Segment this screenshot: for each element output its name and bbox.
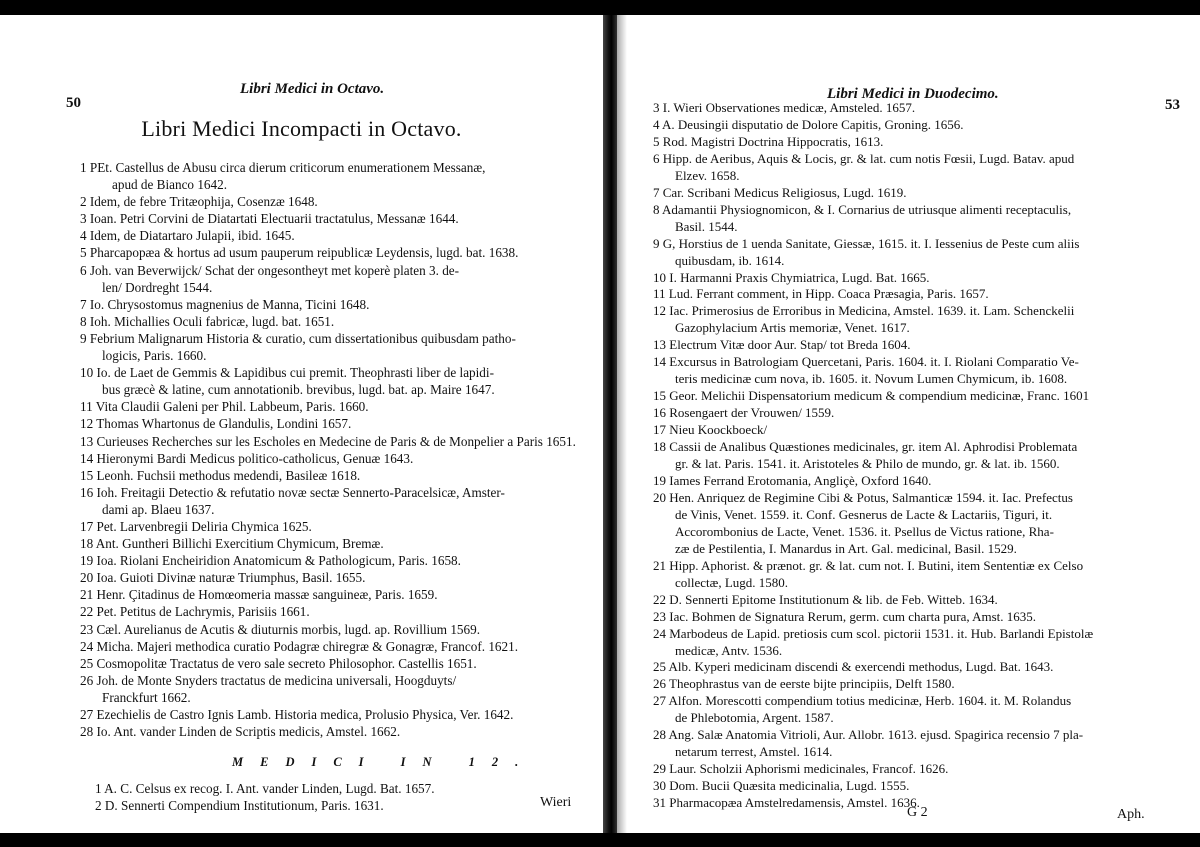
list-item xyxy=(80,672,576,706)
list-item xyxy=(653,185,1093,202)
entry-text: 9 Febrium Malignarum Historia & curatio, cum dissertationibus quibusdam patho- xyxy=(80,330,516,346)
left-entry-list xyxy=(80,159,576,740)
list-item xyxy=(80,467,576,484)
entry-text: 6 Joh. van Beverwijck/ Schat der ongesontheyt met koperè platen 3. de- xyxy=(80,262,460,278)
list-item xyxy=(653,626,1093,660)
entry-text: 15 Leonh. Fuchsii methodus medendi, Basileæ 1618. xyxy=(80,467,361,483)
list-item xyxy=(80,313,576,330)
entry-continuation: Franckfurt 1662. xyxy=(102,689,191,705)
entry-text: 15 Geor. Melichii Dispensatorium medicum & compendium medicinæ, Franc. 1601 xyxy=(653,388,1090,404)
entry-text: 31 Pharmacopæa Amstelredamensis, Amstel. 1636. xyxy=(653,795,920,811)
entry-text: 7 Car. Scribani Medicus Religiosus, Lugd. 1619. xyxy=(653,184,907,200)
entry-text: 23 Iac. Bohmen de Signatura Rerum, germ. cum charta pura, Amst. 1635. xyxy=(653,608,1037,624)
entry-text: 9 G, Horstius de 1 uenda Sanitate, Giessæ, 1615. it. I. Iessenius de Peste cum aliis xyxy=(653,235,1080,251)
entry-text: 12 Iac. Primerosius de Erroribus in Medicina, Amstel. 1639. it. Lam. Schenckelii xyxy=(653,303,1075,319)
entry-text: 24 Marbodeus de Lapid. pretiosis cum scol. pictorii 1531. it. Hub. Barlandi Epistolæ xyxy=(653,625,1094,641)
entry-text: 16 Rosengaert der Vrouwen/ 1559. xyxy=(653,405,835,421)
entry-text: 1 A. C. Celsus ex recog. I. Ant. vander Linden, Lugd. Bat. 1657. xyxy=(95,781,435,796)
list-item xyxy=(80,193,576,210)
entry-text: 23 Cæl. Aurelianus de Acutis & diuturnis morbis, lugd. ap. Rovillium 1569. xyxy=(80,621,481,637)
list-item xyxy=(653,592,1093,609)
left-running-head: Libri Medici in Octavo. xyxy=(240,81,385,97)
section-title: Libri Medici Incompacti in Octavo. xyxy=(141,116,462,141)
left-sub-entry-list xyxy=(95,780,435,814)
entry-text: 27 Alfon. Morescotti compendium totius medicinæ, Herb. 1604. it. M. Rolandus xyxy=(653,693,1072,709)
entry-continuation: gr. & lat. Paris. 1541. it. Aristoteles & Philo de mundo, gr. & lat. ib. 1560. xyxy=(675,456,1060,472)
entry-continuation: teris medicinæ cum nova, ib. 1605. it. Novum Lumen Chymicum, ib. 1608. xyxy=(675,371,1068,387)
list-item xyxy=(653,727,1093,761)
entry-text: 7 Io. Chrysostomus magnenius de Manna, Ticini 1648. xyxy=(80,296,370,312)
list-item xyxy=(653,795,1093,812)
entry-text: 22 Pet. Petitus de Lachrymis, Parisiis 1661. xyxy=(80,604,310,620)
list-item xyxy=(80,552,576,569)
entry-text: 14 Hieronymi Bardi Medicus politico-catholicus, Genuæ 1643. xyxy=(80,450,414,466)
list-item xyxy=(80,364,576,398)
list-item xyxy=(80,655,576,672)
entry-text: 13 Curieuses Recherches sur les Escholes en Medecine de Paris & de Monpelier a Paris 1651. xyxy=(80,433,576,449)
list-item xyxy=(653,405,1093,422)
entry-text: 20 Hen. Anriquez de Regimine Cibi & Potus, Salmanticæ 1594. it. Iac. Prefectus xyxy=(653,489,1073,505)
list-item xyxy=(80,398,576,415)
list-item xyxy=(80,296,576,313)
sub-heading: MEDICI IN 12. xyxy=(232,755,536,769)
entry-continuation: len/ Dordreght 1544. xyxy=(102,279,213,295)
entry-text: 17 Pet. Larvenbregii Deliria Chymica 1625. xyxy=(80,518,312,534)
entry-text: 10 Io. de Laet de Gemmis & Lapidibus cui premit. Theophrasti liber de lapidi- xyxy=(80,365,494,381)
list-item xyxy=(653,151,1093,185)
entry-continuation: Elzev. 1658. xyxy=(675,167,740,183)
entry-text: 29 Laur. Scholzii Aphorismi medicinales, Francof. 1626. xyxy=(653,761,949,777)
list-item xyxy=(95,780,435,797)
list-item xyxy=(653,236,1093,270)
entry-text: 13 Electrum Vitæ door Aur. Stap/ tot Breda 1604. xyxy=(653,337,911,353)
list-item xyxy=(80,586,576,603)
entry-continuation: Accorombonius de Lacte, Venet. 1536. it. Psellus de Victus ratione, Rha- xyxy=(675,523,1054,539)
entry-text: 20 Ioa. Guioti Divinæ naturæ Triumphus, Basil. 1655. xyxy=(80,570,366,586)
list-item xyxy=(653,270,1093,287)
list-item xyxy=(653,609,1093,626)
list-item xyxy=(80,603,576,620)
right-running-head: Libri Medici in Duodecimo. xyxy=(827,86,999,102)
entry-continuation: Gazophylacium Artis memoriæ, Venet. 1617. xyxy=(675,320,910,336)
book-spine xyxy=(603,15,617,833)
list-item xyxy=(80,450,576,467)
list-item xyxy=(80,638,576,655)
entry-text: 25 Alb. Kyperi medicinam discendi & exercendi methodus, Lugd. Bat. 1643. xyxy=(653,659,1054,675)
entry-text: 18 Ant. Guntheri Billichi Exercitium Chymicum, Bremæ. xyxy=(80,536,384,552)
entry-text: 18 Cassii de Analibus Quæstiones medicinales, gr. item Al. Aphrodisi Problemata xyxy=(653,439,1078,455)
list-item xyxy=(80,569,576,586)
list-item xyxy=(653,490,1093,558)
list-item xyxy=(80,262,576,296)
entry-text: 17 Nieu Koockboeck/ xyxy=(653,422,768,438)
entry-text: 16 Ioh. Freitagii Detectio & refutatio novæ sectæ Sennerto-Paracelsicæ, Amster- xyxy=(80,484,505,500)
entry-text: 28 Io. Ant. vander Linden de Scriptis medicis, Amstel. 1662. xyxy=(80,724,401,740)
left-catchword: Wieri xyxy=(540,795,572,810)
left-page xyxy=(0,15,603,833)
list-item xyxy=(653,778,1093,795)
list-item xyxy=(653,202,1093,236)
list-item xyxy=(653,422,1093,439)
entry-text: 8 Adamantii Physiognomicon, & I. Cornarius de utriusque alimenti receptaculis, xyxy=(653,201,1072,217)
entry-text: 24 Micha. Majeri methodica curatio Podagræ chiregræ & Gonagræ, Francof. 1621. xyxy=(80,638,519,654)
entry-continuation: dami ap. Blaeu 1637. xyxy=(102,501,215,517)
list-item xyxy=(653,659,1093,676)
entry-text: 4 Idem, de Diatartaro Julapii, ibid. 1645. xyxy=(80,228,295,244)
entry-text: 3 Ioan. Petri Corvini de Diatartati Electuarii tractatulus, Messanæ 1644. xyxy=(80,211,459,227)
entry-continuation: logicis, Paris. 1660. xyxy=(102,348,207,364)
entry-text: 25 Cosmopolitæ Tractatus de vero sale secreto Philosophor. Castellis 1651. xyxy=(80,655,477,671)
entry-text: 5 Rod. Magistri Doctrina Hippocratis, 1613. xyxy=(653,133,884,149)
list-item xyxy=(80,706,576,723)
entry-text: 1 PEt. Castellus de Abusu circa dierum criticorum enumerationem Messanæ, xyxy=(80,160,486,175)
entry-text: 2 D. Sennerti Compendium Institutionum, Paris. 1631. xyxy=(95,798,384,814)
entry-text: 8 Ioh. Michallies Oculi fabricæ, lugd. bat. 1651. xyxy=(80,313,335,329)
right-page-number: 53 xyxy=(1165,97,1180,113)
entry-text: 3 I. Wieri Observationes medicæ, Amsteled. 1657. xyxy=(653,100,916,115)
list-item xyxy=(80,535,576,552)
list-item xyxy=(80,723,576,740)
list-item xyxy=(653,558,1093,592)
page-fold-shadow xyxy=(617,15,627,833)
list-item xyxy=(653,761,1093,778)
entry-continuation: netarum terrest, Amstel. 1614. xyxy=(675,744,833,760)
list-item xyxy=(653,100,1093,117)
list-item xyxy=(653,337,1093,354)
list-item xyxy=(80,227,576,244)
entry-text: 19 Ioa. Riolani Encheiridion Anatomicum & Pathologicum, Paris. 1658. xyxy=(80,553,461,569)
entry-text: 21 Henr. Çitadinus de Homœomeria massæ sanguineæ, Paris. 1659. xyxy=(80,587,438,603)
list-item xyxy=(80,415,576,432)
list-item xyxy=(653,303,1093,337)
entry-text: 22 D. Sennerti Epitome Institutionum & lib. de Feb. Witteb. 1634. xyxy=(653,591,998,607)
entry-continuation: quibusdam, ib. 1614. xyxy=(675,252,785,268)
entry-text: 6 Hipp. de Aeribus, Aquis & Locis, gr. & lat. cum notis Fœsii, Lugd. Batav. apud xyxy=(653,150,1075,166)
entry-text: 5 Pharcapopæa & hortus ad usum pauperum reipublicæ Leydensis, lugd. bat. 1638. xyxy=(80,245,519,261)
list-item xyxy=(80,330,576,364)
entry-text: 12 Thomas Whartonus de Glandulis, Londini 1657. xyxy=(80,416,352,432)
entry-text: 10 I. Harmanni Praxis Chymiatrica, Lugd. Bat. 1665. xyxy=(653,269,930,285)
list-item xyxy=(80,621,576,638)
list-item xyxy=(80,518,576,535)
entry-continuation: medicæ, Antv. 1536. xyxy=(675,642,783,658)
entry-continuation: zæ de Pestilentia, I. Manardus in Art. Gal. medicinal, Basil. 1529. xyxy=(675,540,1017,556)
list-item xyxy=(653,693,1093,727)
list-item xyxy=(653,388,1093,405)
right-entry-list xyxy=(653,100,1093,812)
list-item xyxy=(95,797,435,814)
entry-continuation: collectæ, Lugd. 1580. xyxy=(675,574,789,590)
list-item xyxy=(80,159,576,193)
entry-text: 28 Ang. Salæ Anatomia Vitrioli, Aur. Allobr. 1613. ejusd. Spagirica recensio 7 pla- xyxy=(653,727,1084,743)
entry-continuation: bus græcè & latine, cum annotationib. brevibus, lugd. bat. ap. Maire 1647. xyxy=(102,382,495,398)
entry-text: 11 Lud. Ferrant comment, in Hipp. Coaca Præsagia, Paris. 1657. xyxy=(653,286,989,302)
list-item xyxy=(80,210,576,227)
list-item xyxy=(653,473,1093,490)
entry-text: 14 Excursus in Batrologiam Quercetani, Paris. 1604. it. I. Riolani Comparatio Ve- xyxy=(653,354,1079,370)
entry-text: 26 Theophrastus van de eerste bijte principiis, Delft 1580. xyxy=(653,676,955,692)
list-item xyxy=(653,117,1093,134)
right-catchword: Aph. xyxy=(1117,807,1145,822)
signature-mark: G 2 xyxy=(907,805,928,820)
list-item xyxy=(653,676,1093,693)
entry-text: 21 Hipp. Aphorist. & prænot. gr. & lat. cum not. I. Butini, item Sententiæ ex Celso xyxy=(653,557,1084,573)
entry-text: 30 Dom. Bucii Quæsita medicinalia, Lugd. 1555. xyxy=(653,778,910,794)
entry-continuation: Basil. 1544. xyxy=(675,218,738,234)
list-item xyxy=(653,134,1093,151)
list-item xyxy=(80,244,576,261)
entry-continuation: apud de Bianco 1642. xyxy=(112,177,227,193)
list-item xyxy=(80,433,576,450)
entry-text: 4 A. Deusingii disputatio de Dolore Capitis, Groning. 1656. xyxy=(653,116,964,132)
right-page xyxy=(617,15,1200,833)
list-item xyxy=(80,484,576,518)
entry-text: 26 Joh. de Monte Snyders tractatus de medicina universali, Hoogduyts/ xyxy=(80,672,457,688)
entry-text: 19 Iames Ferrand Erotomania, Angliçè, Oxford 1640. xyxy=(653,472,932,488)
entry-continuation: de Vinis, Venet. 1559. it. Conf. Gesnerus de Lacte & Lactariis, Tiguri, it. xyxy=(675,506,1053,522)
entry-text: 27 Ezechielis de Castro Ignis Lamb. Historia medica, Prolusio Physica, Ver. 1642. xyxy=(80,707,514,722)
entry-text: 2 Idem, de febre Tritæophija, Cosenzæ 1648. xyxy=(80,194,318,210)
list-item xyxy=(653,439,1093,473)
list-item xyxy=(653,354,1093,388)
left-page-number: 50 xyxy=(66,95,81,111)
entry-continuation: de Phlebotomia, Argent. 1587. xyxy=(675,710,834,726)
list-item xyxy=(653,286,1093,303)
entry-text: 11 Vita Claudii Galeni per Phil. Labbeum, Paris. 1660. xyxy=(80,399,369,415)
